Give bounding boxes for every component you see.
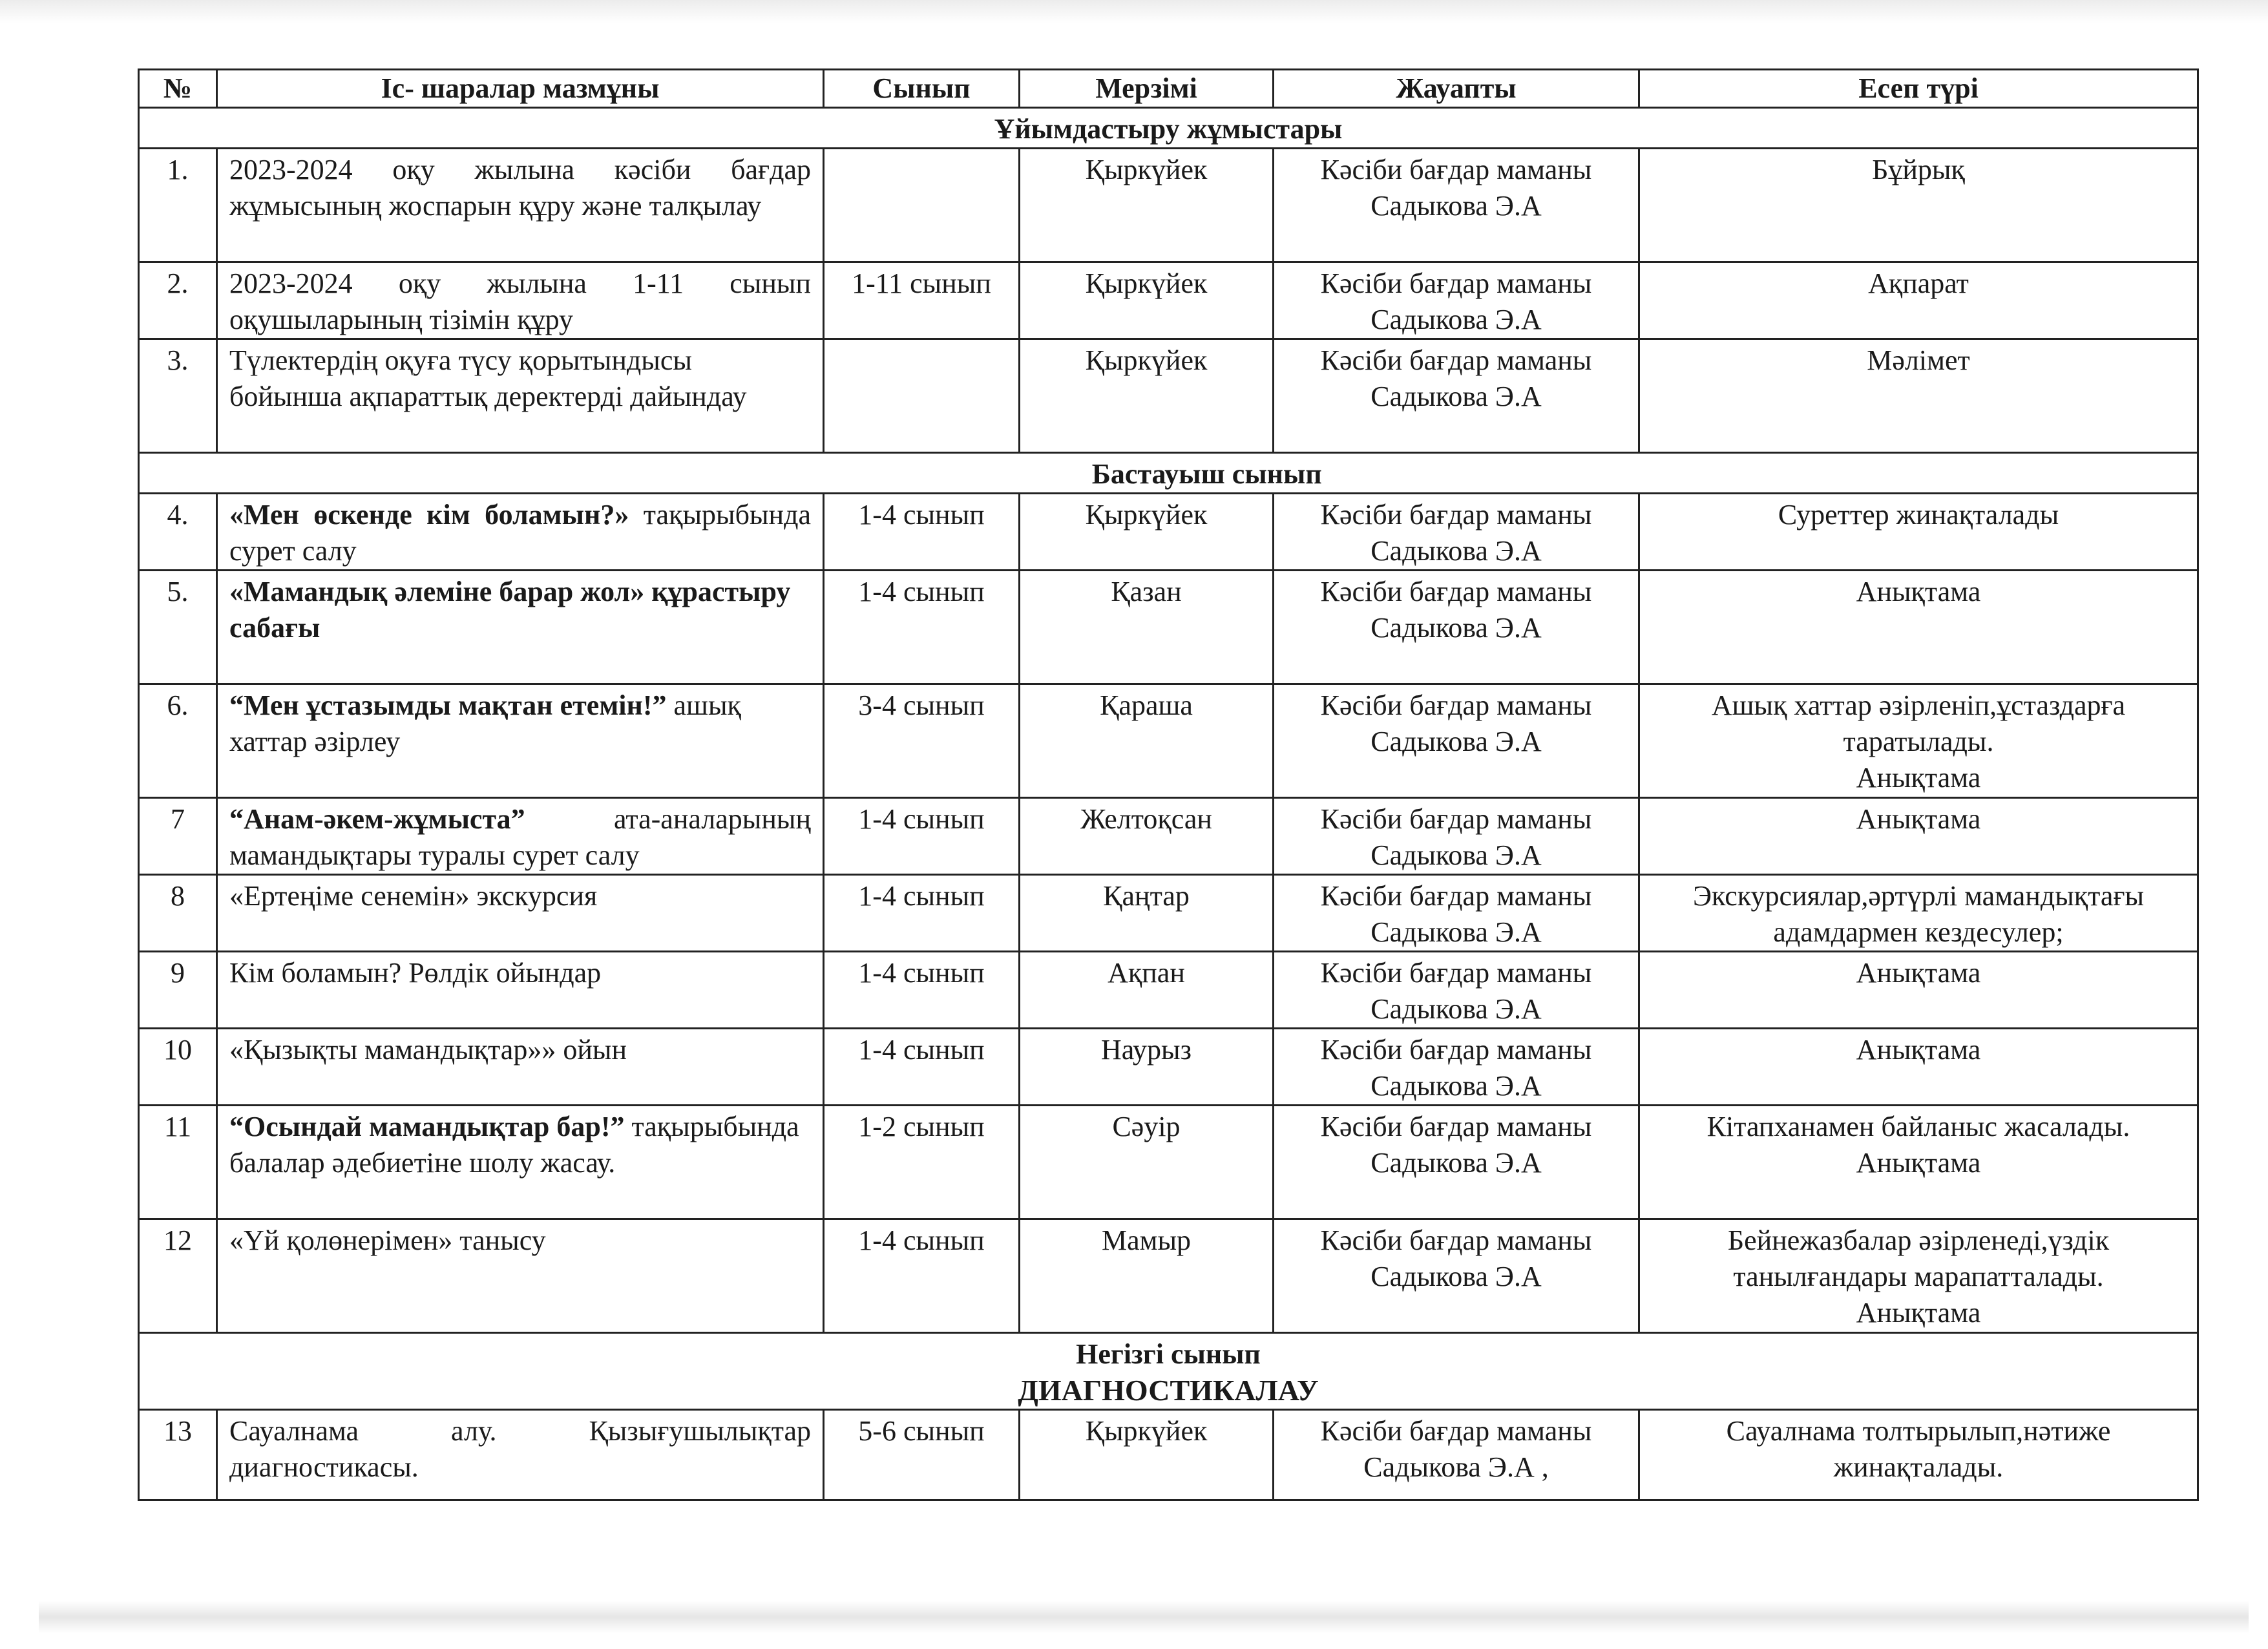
table-row [139,1106,2198,1219]
header-row [139,70,2198,108]
row-term: Қыркүйек [1020,149,1274,262]
row-report: Экскурсиялар,әртүрлі мамандықтағы адамдармен кездесулер; [1639,875,2198,952]
row-content: «Ертеңіме сенемін» экскурсия [217,875,824,952]
row-responsible: Кәсіби бағдар маманы Садыкова Э.А [1274,571,1639,684]
row-content: “Анам-әкем-жұмыста” ата-аналарының мамандықтары туралы сурет салу [217,798,824,875]
row-report: Суреттер жинақталады [1639,494,2198,571]
table-row [139,684,2198,798]
section-title-basic: Негізгі сынып ДИАГНОСТИКАЛАУ [139,1333,2198,1410]
section-title-primary: Бастауыш сынып [217,453,2198,494]
row-number: 8 [139,875,217,952]
activity-plan-table [138,68,2199,1501]
header-term: Мерзімі [1020,70,1274,108]
row-report: Бейнежазбалар әзірленеді,үздік танылғандары марапатталады. Анықтама [1639,1219,2198,1333]
row-responsible: Кәсіби бағдар маманы Садыкова Э.А [1274,1029,1639,1106]
scan-edge-top [0,0,2268,23]
table-row [139,494,2198,571]
row-term: Қыркүйек [1020,494,1274,571]
row-content: Кім боламын? Рөлдік ойындар [217,952,824,1029]
row-grade: 1-4 сынып [824,1029,1020,1106]
row-grade: 1-4 сынып [824,1219,1020,1333]
row-responsible: Кәсіби бағдар маманы Садыкова Э.А [1274,494,1639,571]
row-grade: 1-4 сынып [824,494,1020,571]
row-term: Қараша [1020,684,1274,798]
row-content: 2023-2024 оқу жылына 1-11 сынып оқушыларының тізімін құру [217,262,824,339]
scan-edge-bottom [39,1601,2249,1633]
row-number: 13 [139,1410,217,1500]
row-grade: 1-4 сынып [824,571,1020,684]
row-responsible: Кәсіби бағдар маманы Садыкова Э.А [1274,1219,1639,1333]
row-content: Түлектердің оқуға түсу қорытындысы бойынша ақпараттық деректерді дайындау [217,339,824,453]
row-number: 2. [139,262,217,339]
row-responsible: Кәсіби бағдар маманы Садыкова Э.А [1274,339,1639,453]
row-number: 6. [139,684,217,798]
row-responsible: Кәсіби бағдар маманы Садыкова Э.А [1274,1106,1639,1219]
row-grade: 1-4 сынып [824,952,1020,1029]
row-content: «Мамандық әлеміне барар жол» құрастыру сабағы [217,571,824,684]
row-report: Анықтама [1639,571,2198,684]
table-row [139,1029,2198,1106]
row-term: Желтоқсан [1020,798,1274,875]
row-number: 12 [139,1219,217,1333]
row-number: 1. [139,149,217,262]
table-row [139,339,2198,453]
section-row [139,453,2198,494]
row-number: 4. [139,494,217,571]
row-term: Сәуір [1020,1106,1274,1219]
row-grade: 1-2 сынып [824,1106,1020,1219]
row-grade: 1-11 сынып [824,262,1020,339]
row-grade [824,149,1020,262]
row-term: Қыркүйек [1020,339,1274,453]
row-grade: 5-6 сынып [824,1410,1020,1500]
row-report: Мәлімет [1639,339,2198,453]
table-row [139,149,2198,262]
row-report: Анықтама [1639,1029,2198,1106]
row-term: Қыркүйек [1020,262,1274,339]
row-content: «Мен өскенде кім боламын?» тақырыбында сурет салу [217,494,824,571]
row-number: 7 [139,798,217,875]
row-responsible: Кәсіби бағдар маманы Садыкова Э.А [1274,798,1639,875]
row-content: “Мен ұстазымды мақтан етемін!” ашық хаттар әзірлеу [217,684,824,798]
header-content: Іс- шаралар мазмұны [217,70,824,108]
row-term: Ақпан [1020,952,1274,1029]
row-responsible: Кәсіби бағдар маманы Садыкова Э.А , [1274,1410,1639,1500]
row-content: «Қызықты мамандықтар»» ойын [217,1029,824,1106]
row-responsible: Кәсіби бағдар маманы Садыкова Э.А [1274,952,1639,1029]
row-responsible: Кәсіби бағдар маманы Садыкова Э.А [1274,262,1639,339]
header-number: № [139,70,217,108]
table-row [139,1219,2198,1333]
row-content: «Үй қолөнерімен» танысу [217,1219,824,1333]
row-number: 3. [139,339,217,453]
header-grade: Сынып [824,70,1020,108]
section-title-org: Ұйымдастыру жұмыстары [139,108,2198,149]
row-number: 5. [139,571,217,684]
row-content: 2023-2024 оқу жылына кәсіби бағдар жұмысының жоспарын құру және талқылау [217,149,824,262]
row-term: Наурыз [1020,1029,1274,1106]
row-report: Анықтама [1639,952,2198,1029]
row-responsible: Кәсіби бағдар маманы Садыкова Э.А [1274,875,1639,952]
row-term: Қыркүйек [1020,1410,1274,1500]
row-term: Мамыр [1020,1219,1274,1333]
row-grade [824,339,1020,453]
row-grade: 1-4 сынып [824,875,1020,952]
row-grade: 1-4 сынып [824,798,1020,875]
section-row [139,108,2198,149]
row-responsible: Кәсіби бағдар маманы Садыкова Э.А [1274,149,1639,262]
row-report: Анықтама [1639,798,2198,875]
row-number: 11 [139,1106,217,1219]
header-responsible: Жауапты [1274,70,1639,108]
row-term: Қазан [1020,571,1274,684]
row-content: Сауалнама алу. Қызығушылықтар диагностикасы. [217,1410,824,1500]
row-report: Ашық хаттар әзірленіп,ұстаздарға таратылады. Анықтама [1639,684,2198,798]
row-report: Бұйрық [1639,149,2198,262]
row-report: Сауалнама толтырылып,нәтиже жинақталады. [1639,1410,2198,1500]
row-term: Қаңтар [1020,875,1274,952]
section-row [139,1333,2198,1410]
row-report: Кітапханамен байланыс жасалады. Анықтама [1639,1106,2198,1219]
row-report: Ақпарат [1639,262,2198,339]
table-row [139,875,2198,952]
table-row [139,952,2198,1029]
row-grade: 3-4 сынып [824,684,1020,798]
header-report-type: Есеп түрі [1639,70,2198,108]
table-row [139,1410,2198,1500]
table-row [139,571,2198,684]
row-responsible: Кәсіби бағдар маманы Садыкова Э.А [1274,684,1639,798]
row-number: 9 [139,952,217,1029]
row-number: 10 [139,1029,217,1106]
row-content: “Осындай мамандықтар бар!” тақырыбында балалар әдебиетіне шолу жасау. [217,1106,824,1219]
table-row [139,262,2198,339]
section-title-diagnostics: ДИАГНОСТИКАЛАУ [1018,1374,1319,1407]
table-row [139,798,2198,875]
